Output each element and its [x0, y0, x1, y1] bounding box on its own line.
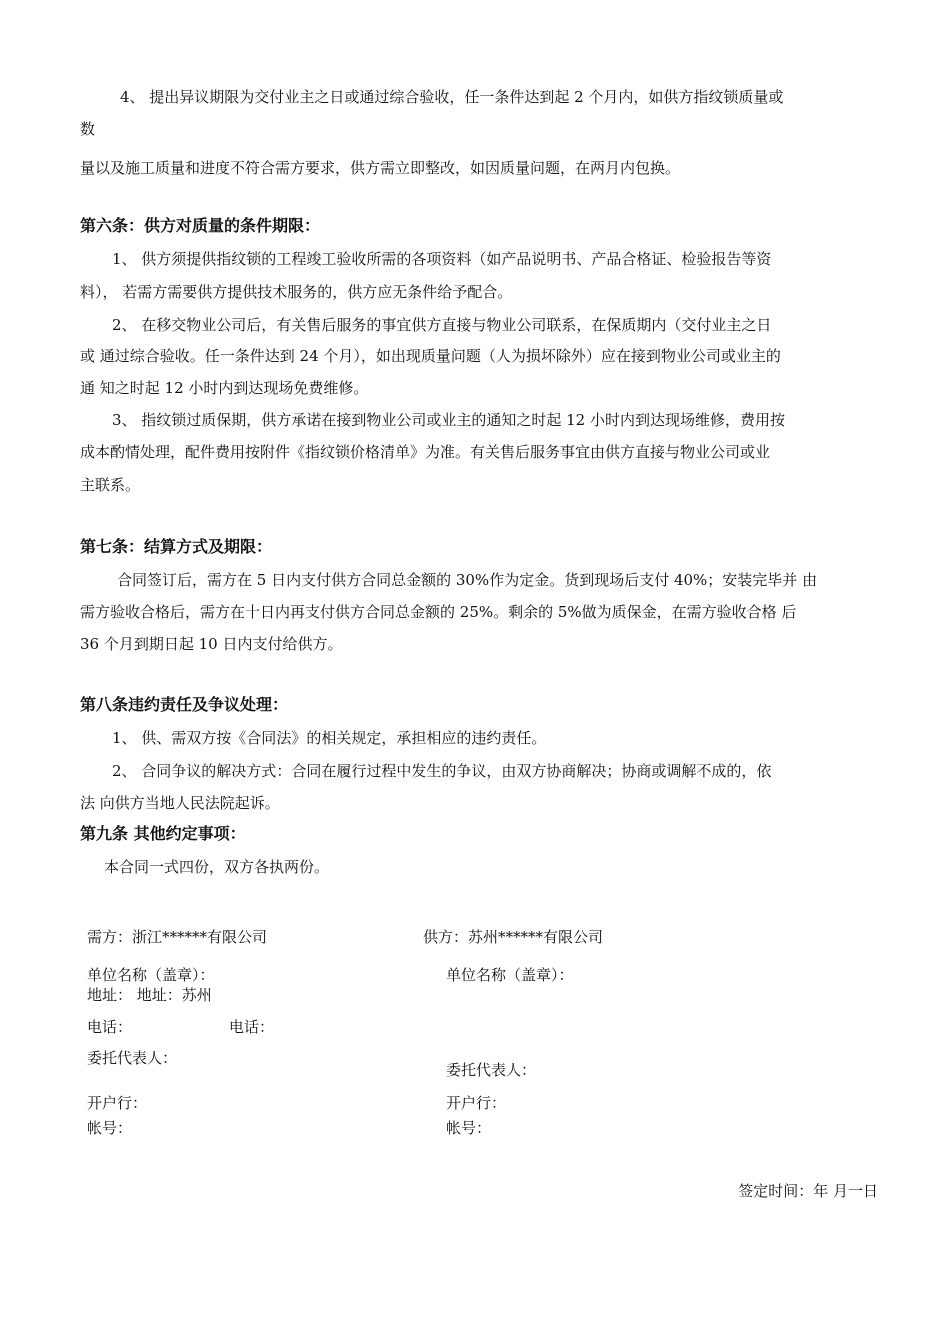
seller-name: 供方：苏州******有限公司 — [423, 928, 604, 946]
buyer-account-label: 帐号： — [87, 1119, 133, 1137]
buyer-name: 需方：浙江******有限公司 — [87, 928, 268, 946]
clause7-heading: 第七条：结算方式及期限： — [80, 537, 273, 556]
clause6-heading: 第六条：供方对质量的条件期限： — [80, 216, 321, 235]
clause6-p3-line1: 3、 指纹锁过质保期，供方承诺在接到物业公司或业主的通知之时起 12 小时内到达现场维修，费用按 — [112, 411, 785, 429]
clause5-item4-line3: 量以及施工质量和进度不符合需方要求，供方需立即整改，如因质量问题，在两月内包换。 — [80, 159, 681, 177]
buyer-bank-label: 开户行： — [87, 1094, 148, 1112]
signing-date: 签定时间：年 月一日 — [738, 1182, 878, 1200]
clause5-item4-line2: 数 — [80, 120, 96, 138]
clause6-p3-line2: 成本酌情处理，配件费用按附件《指纹锁价格清单》为准。有关售后服务事宜由供方直接与物业公司或业 — [80, 443, 771, 461]
clause9-heading: 第九条 其他约定事项： — [80, 824, 246, 843]
buyer-address-label: 地址： 地址：苏州 — [87, 986, 212, 1004]
clause6-p3-line3: 主联系。 — [80, 476, 141, 494]
clause8-heading: 第八条违约责任及争议处理： — [80, 695, 289, 714]
clause6-p1-line1: 1、 供方须提供指纹锁的工程竣工验收所需的各项资料（如产品说明书、产品合格证、检验报告等资 — [112, 250, 772, 268]
clause5-item4-line1: 4、 提出异议期限为交付业主之日或通过综合验收，任一条件达到起 2 个月内，如供方指纹锁质量或 — [120, 88, 784, 106]
seller-unit-label: 单位名称（盖章）： — [446, 966, 574, 984]
seller-rep-label: 委托代表人： — [446, 1061, 537, 1079]
clause8-p2-line1: 2、 合同争议的解决方式：合同在履行过程中发生的争议，由双方协商解决；协商或调解不成的，依 — [112, 762, 772, 780]
clause7-line1: 合同签订后，需方在 5 日内支付供方合同总金额的 30%作为定金。货到现场后支付 40%；安装完毕并 由 — [117, 571, 818, 589]
buyer-phone-label: 电话： — [87, 1018, 133, 1036]
clause6-p2-line1: 2、 在移交物业公司后，有关售后服务的事宜供方直接与物业公司联系，在保质期内（交付业主之日 — [112, 316, 772, 334]
seller-bank-label: 开户行： — [446, 1094, 507, 1112]
buyer-unit-label: 单位名称（盖章）： — [87, 966, 215, 984]
clause7-line2: 需方验收合格后，需方在十日内再支付供方合同总金额的 25%。剩余的 5%做为质保金，在需方验收合格 后 — [80, 603, 797, 621]
buyer-rep-label: 委托代表人： — [87, 1049, 178, 1067]
buyer-phone2-label: 电话： — [229, 1018, 275, 1036]
clause9-body: 本合同一式四份，双方各执两份。 — [104, 858, 330, 876]
clause7-line3: 36 个月到期日起 10 日内支付给供方。 — [80, 635, 343, 653]
clause6-p2-line2: 或 通过综合验收。任一条件达到 24 个月），如出现质量问题（人为损坏除外）应在接到物业公司或业主的 — [80, 347, 781, 365]
seller-account-label: 帐号： — [446, 1119, 492, 1137]
clause6-p2-line3: 通 知之时起 12 小时内到达现场免费维修。 — [80, 379, 369, 397]
clause8-p2-line2: 法 向供方当地人民法院起诉。 — [80, 794, 280, 812]
clause8-p1: 1、 供、需双方按《合同法》的相关规定，承担相应的违约责任。 — [112, 729, 547, 747]
clause6-p1-line2: 料）， 若需方需要供方提供技术服务的，供方应无条件给予配合。 — [80, 283, 513, 301]
